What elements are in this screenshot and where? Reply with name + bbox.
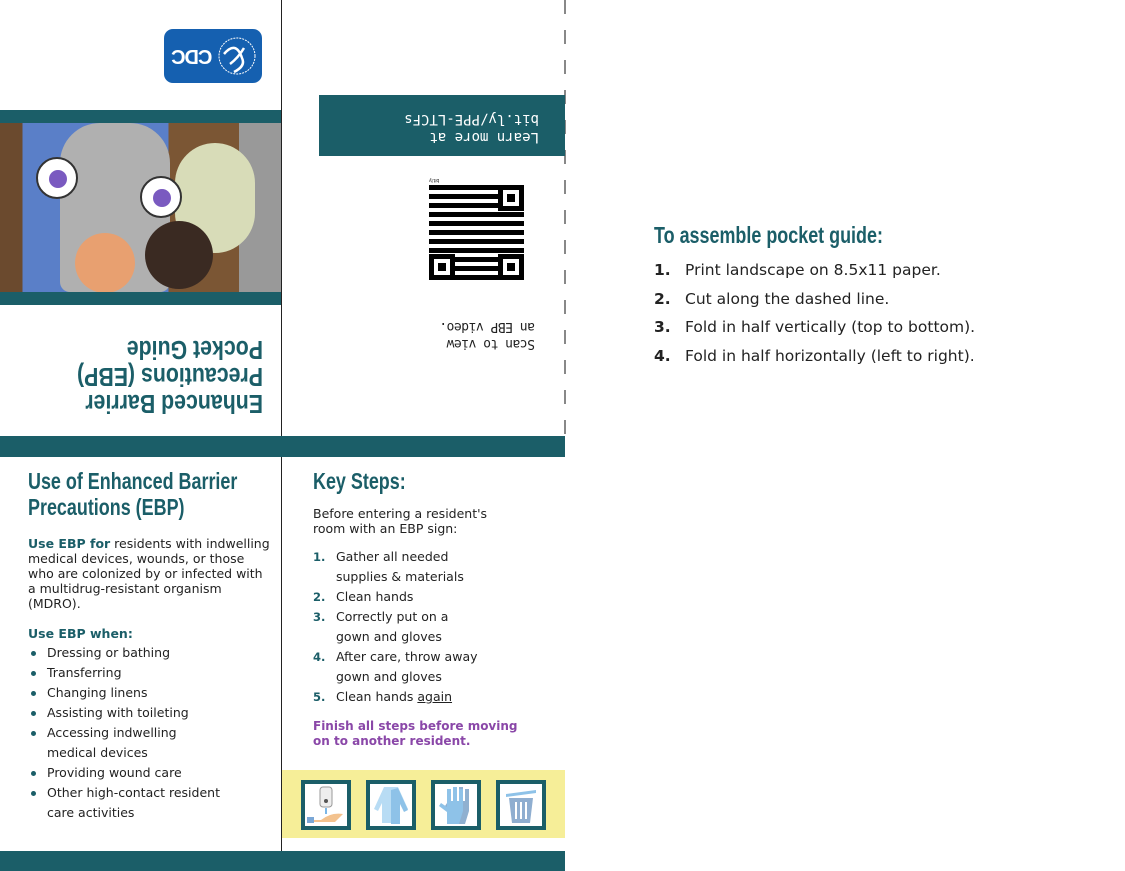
cover-title-line: Pocket Guide bbox=[126, 335, 263, 365]
step-item: 4. After care, throw away gown and gloves bbox=[313, 649, 478, 684]
cdc-logo-text: CDC bbox=[172, 45, 213, 67]
step-item: 1. Gather all needed supplies & materials bbox=[313, 549, 464, 584]
learn-more-text: Learn more at bbox=[429, 129, 539, 145]
trash-can-icon bbox=[496, 780, 546, 830]
step-item: 2. Clean hands bbox=[313, 589, 414, 604]
cdc-logo bbox=[164, 29, 262, 83]
assembly-step: 1. Print landscape on 8.5x11 paper. bbox=[654, 261, 941, 279]
use-panel bbox=[28, 468, 273, 823]
use-intro-text: residents with indwelling medical devices, wounds, or those who are colonized by or infected with a multidrug-resistant organism (MDRO). bbox=[28, 536, 270, 611]
assembly-step: 3. Fold in half vertically (top to bottom). bbox=[654, 318, 976, 336]
when-item: Other high-contact resident care activities bbox=[28, 783, 243, 823]
hand-sanitizer-icon bbox=[301, 780, 351, 830]
gloves-icon bbox=[431, 780, 481, 830]
use-intro-bold: Use EBP for bbox=[28, 536, 111, 551]
use-title-line: Use of Enhanced Barrier bbox=[28, 468, 238, 494]
steps-title: Key Steps: bbox=[313, 468, 406, 494]
assembly-title: To assemble pocket guide: bbox=[654, 222, 883, 248]
middle-band bbox=[0, 436, 565, 457]
cut-line-dashed bbox=[564, 0, 566, 440]
cover-bar-top bbox=[0, 110, 281, 123]
finish-note: Finish all steps before moving on to another resident. bbox=[313, 719, 518, 748]
qr-code[interactable] bbox=[429, 177, 524, 280]
bottom-band bbox=[0, 851, 565, 871]
cover-title-line: Precautions (EBP) bbox=[77, 362, 263, 392]
cover-illustration bbox=[0, 123, 281, 292]
cover-title-line: Enhanced Barrier bbox=[85, 389, 263, 419]
germ-magnifier-icon bbox=[36, 157, 78, 199]
step-item: 5. Clean hands again bbox=[313, 689, 453, 704]
when-item: Changing linens bbox=[28, 683, 243, 703]
scan-caption bbox=[430, 308, 535, 352]
hhs-eagle-icon bbox=[216, 34, 258, 78]
assembly-step: 2. Cut along the dashed line. bbox=[654, 289, 890, 308]
steps-panel bbox=[313, 468, 553, 749]
learn-more-box bbox=[319, 95, 565, 156]
assembly-step: 4. Fold in half horizontally (left to right). bbox=[654, 346, 975, 365]
when-item: Transferring bbox=[28, 663, 243, 683]
when-item: Accessing indwelling medical devices bbox=[28, 723, 198, 763]
when-heading: Use EBP when: bbox=[28, 626, 133, 641]
scan-line: Scan to view bbox=[447, 336, 535, 351]
when-item: Assisting with toileting bbox=[28, 703, 243, 723]
assembly-instructions bbox=[654, 222, 1074, 370]
gown-icon bbox=[366, 780, 416, 830]
scan-line: an EBP video. bbox=[439, 319, 535, 334]
use-title-line: Precautions (EBP) bbox=[28, 494, 185, 520]
cover-title bbox=[20, 333, 263, 417]
steps-intro: Before entering a resident's room with an EBP sign: bbox=[313, 506, 488, 536]
when-item: Dressing or bathing bbox=[28, 643, 243, 663]
use-intro bbox=[28, 536, 273, 611]
step-item: 3. Correctly put on a gown and gloves bbox=[313, 609, 449, 644]
when-item: Providing wound care bbox=[28, 763, 243, 783]
germ-magnifier-icon bbox=[140, 176, 182, 218]
qr-label: bit.ly bbox=[429, 177, 440, 183]
cover-bar-bottom bbox=[0, 292, 281, 305]
learn-more-url[interactable]: bit.ly/PPE-LTCFs bbox=[404, 111, 539, 127]
